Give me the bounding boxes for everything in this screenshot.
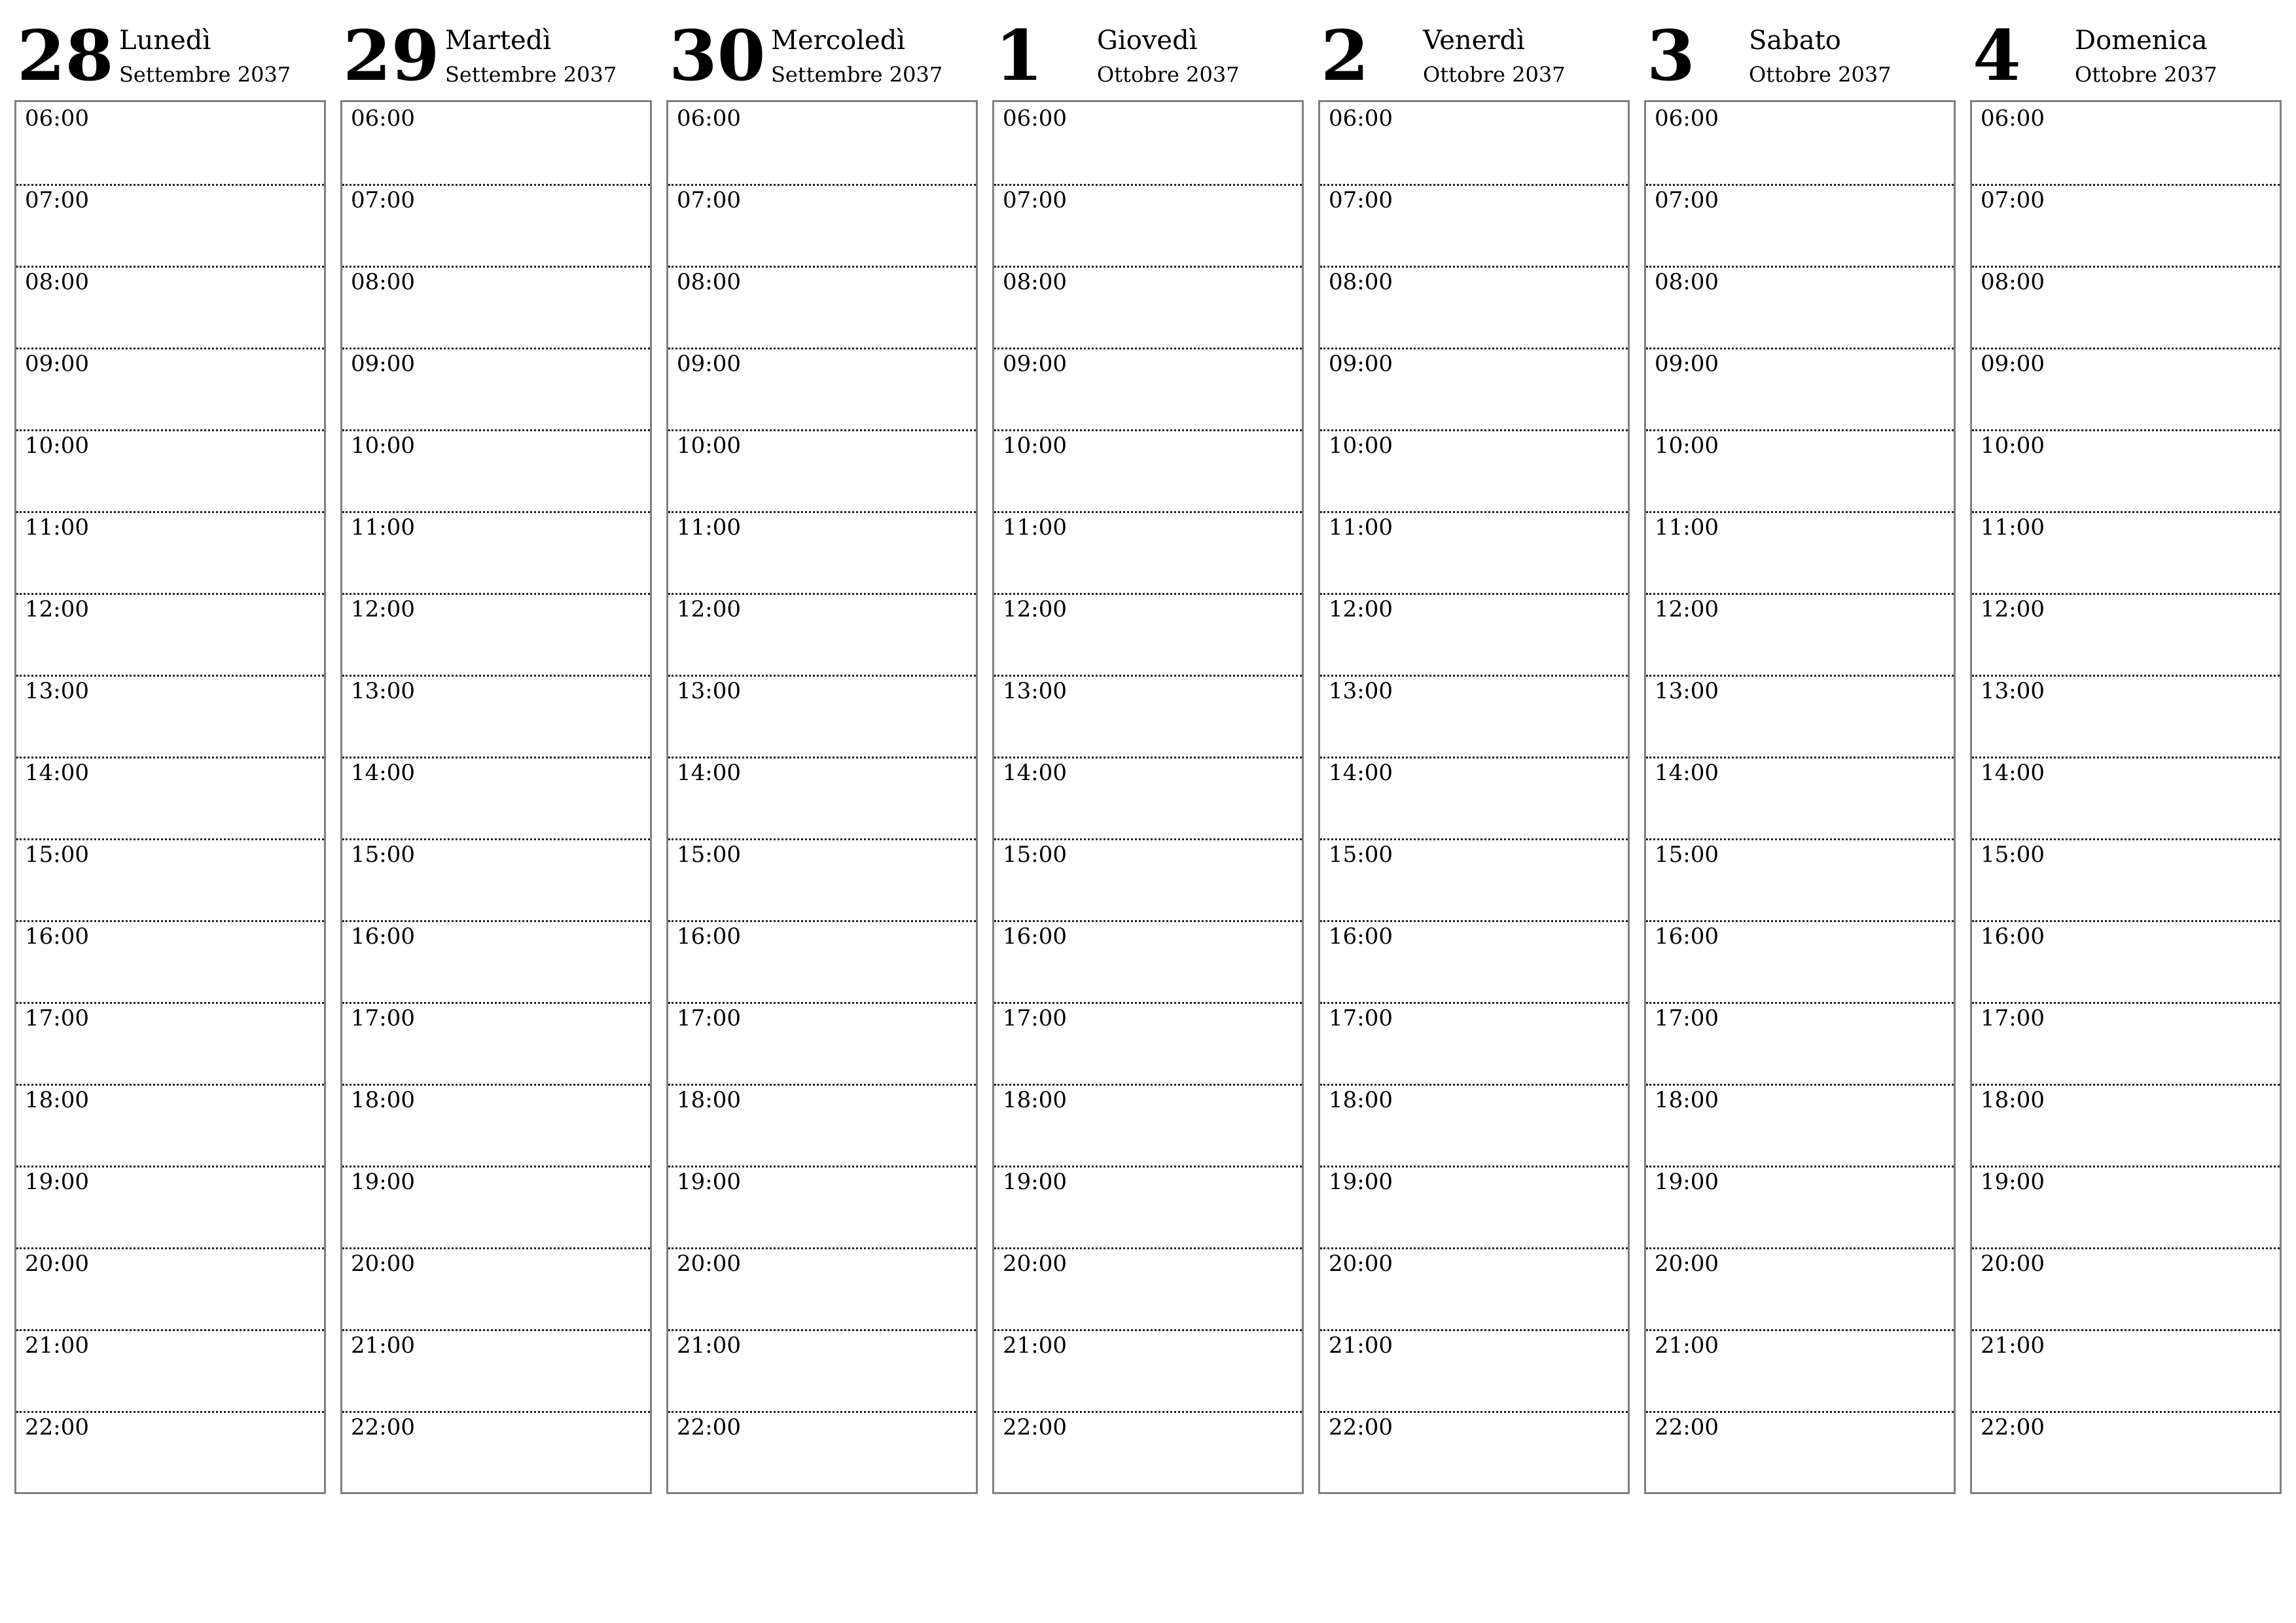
hour-divider	[342, 1084, 650, 1086]
hour-label: 06:00	[1655, 105, 1719, 132]
hour-divider	[1320, 511, 1628, 513]
hour-divider	[342, 1166, 650, 1168]
hour-divider	[16, 1084, 324, 1086]
hour-divider	[668, 838, 976, 840]
hour-label: 15:00	[677, 842, 741, 868]
day-name: Domenica	[2075, 26, 2208, 56]
hour-divider	[1320, 348, 1628, 349]
hour-label: 10:00	[25, 433, 89, 459]
hour-label: 22:00	[351, 1414, 415, 1440]
hour-label: 12:00	[1329, 596, 1393, 622]
hour-label: 11:00	[1655, 514, 1719, 541]
day-header	[992, 0, 1305, 99]
hour-divider	[16, 511, 324, 513]
day-header	[1970, 0, 2283, 99]
hour-label: 16:00	[1329, 923, 1393, 950]
hour-label: 16:00	[25, 923, 89, 950]
hour-divider	[16, 429, 324, 431]
hour-label: 22:00	[1003, 1414, 1067, 1440]
hour-label: 14:00	[1655, 760, 1719, 786]
hour-label: 21:00	[1003, 1332, 1067, 1359]
hour-divider	[668, 184, 976, 186]
hour-divider	[668, 1166, 976, 1168]
hour-label: 07:00	[351, 187, 415, 213]
hour-divider	[994, 184, 1302, 186]
hour-label: 12:00	[1981, 596, 2045, 622]
hour-label: 13:00	[1329, 678, 1393, 704]
hour-label: 10:00	[1655, 433, 1719, 459]
hour-divider	[16, 675, 324, 677]
hour-divider	[1320, 675, 1628, 677]
hour-divider	[1972, 920, 2280, 922]
hour-divider	[1646, 757, 1954, 758]
hour-label: 09:00	[25, 351, 89, 377]
hour-label: 10:00	[677, 433, 741, 459]
hour-label: 06:00	[25, 105, 89, 132]
hour-label: 06:00	[1003, 105, 1067, 132]
hour-divider	[1320, 1084, 1628, 1086]
hour-divider	[342, 757, 650, 758]
hour-divider	[1972, 511, 2280, 513]
hour-label: 12:00	[25, 596, 89, 622]
hour-label: 07:00	[1003, 187, 1067, 213]
hour-label: 11:00	[1003, 514, 1067, 541]
hour-divider	[1972, 593, 2280, 595]
hour-divider	[1972, 1166, 2280, 1168]
hour-label: 15:00	[1655, 842, 1719, 868]
hour-label: 13:00	[25, 678, 89, 704]
hour-label: 08:00	[351, 269, 415, 295]
hour-divider	[994, 429, 1302, 431]
hour-label: 22:00	[677, 1414, 741, 1440]
hour-label: 12:00	[351, 596, 415, 622]
hour-label: 19:00	[677, 1169, 741, 1195]
hour-label: 10:00	[351, 433, 415, 459]
day-number: 4	[1973, 14, 2021, 96]
day-name: Sabato	[1749, 26, 1841, 56]
hour-label: 21:00	[351, 1332, 415, 1359]
hour-divider	[16, 1329, 324, 1331]
hour-divider	[994, 1002, 1302, 1004]
day-header	[666, 0, 979, 99]
hour-divider	[1646, 1002, 1954, 1004]
hour-label: 18:00	[1329, 1087, 1393, 1113]
hour-label: 08:00	[1655, 269, 1719, 295]
hour-divider	[1972, 266, 2280, 268]
hour-divider	[1646, 1411, 1954, 1413]
hour-label: 11:00	[1329, 514, 1393, 541]
hour-divider	[1320, 838, 1628, 840]
day-month-year: Ottobre 2037	[1097, 62, 1240, 87]
hour-divider	[1646, 1166, 1954, 1168]
hour-divider	[668, 920, 976, 922]
hour-divider	[16, 920, 324, 922]
day-column	[992, 0, 1305, 1440]
day-header	[1318, 0, 1631, 99]
hour-label: 16:00	[351, 923, 415, 950]
hour-divider	[994, 1166, 1302, 1168]
day-name: Giovedì	[1097, 26, 1198, 56]
hour-label: 09:00	[351, 351, 415, 377]
hour-divider	[342, 838, 650, 840]
day-schedule-box	[992, 100, 1304, 1494]
hour-divider	[668, 1002, 976, 1004]
hour-label: 18:00	[1003, 1087, 1067, 1113]
hour-divider	[1646, 429, 1954, 431]
hour-divider	[1646, 838, 1954, 840]
hour-label: 09:00	[1655, 351, 1719, 377]
day-name: Lunedì	[119, 26, 211, 56]
hour-label: 16:00	[1981, 923, 2045, 950]
hour-label: 17:00	[1655, 1005, 1719, 1031]
hour-label: 14:00	[25, 760, 89, 786]
hour-label: 19:00	[1329, 1169, 1393, 1195]
hour-label: 15:00	[351, 842, 415, 868]
hour-divider	[1972, 757, 2280, 758]
hour-divider	[16, 757, 324, 758]
hour-divider	[1972, 1002, 2280, 1004]
hour-label: 06:00	[677, 105, 741, 132]
hour-divider	[668, 266, 976, 268]
hour-divider	[994, 348, 1302, 349]
day-header	[1644, 0, 1957, 99]
hour-divider	[1972, 348, 2280, 349]
hour-label: 06:00	[351, 105, 415, 132]
hour-divider	[1320, 266, 1628, 268]
hour-label: 21:00	[677, 1332, 741, 1359]
hour-label: 14:00	[677, 760, 741, 786]
day-number: 30	[669, 14, 766, 96]
hour-divider	[16, 1411, 324, 1413]
hour-label: 13:00	[351, 678, 415, 704]
hour-divider	[1972, 1329, 2280, 1331]
hour-divider	[994, 920, 1302, 922]
day-month-year: Ottobre 2037	[2075, 62, 2217, 87]
hour-label: 19:00	[25, 1169, 89, 1195]
hour-divider	[1320, 1247, 1628, 1249]
hour-divider	[994, 266, 1302, 268]
hour-label: 20:00	[1981, 1251, 2045, 1277]
hour-label: 14:00	[1329, 760, 1393, 786]
hour-divider	[342, 348, 650, 349]
hour-label: 17:00	[1981, 1005, 2045, 1031]
hour-label: 17:00	[25, 1005, 89, 1031]
hour-label: 14:00	[1981, 760, 2045, 786]
hour-label: 10:00	[1981, 433, 2045, 459]
hour-label: 12:00	[677, 596, 741, 622]
hour-label: 09:00	[677, 351, 741, 377]
hour-divider	[994, 838, 1302, 840]
day-number: 1	[995, 14, 1043, 96]
hour-divider	[342, 593, 650, 595]
hour-divider	[342, 1329, 650, 1331]
hour-divider	[1646, 511, 1954, 513]
hour-label: 08:00	[1003, 269, 1067, 295]
hour-label: 06:00	[1329, 105, 1393, 132]
hour-divider	[1646, 920, 1954, 922]
hour-label: 20:00	[1329, 1251, 1393, 1277]
hour-label: 18:00	[677, 1087, 741, 1113]
day-month-year: Ottobre 2037	[1749, 62, 1892, 87]
hour-label: 07:00	[1655, 187, 1719, 213]
hour-label: 13:00	[1003, 678, 1067, 704]
day-column	[1970, 0, 2283, 1440]
hour-divider	[1320, 593, 1628, 595]
hour-divider	[994, 593, 1302, 595]
hour-label: 09:00	[1981, 351, 2045, 377]
hour-divider	[668, 675, 976, 677]
hour-divider	[668, 511, 976, 513]
hour-label: 20:00	[351, 1251, 415, 1277]
hour-label: 14:00	[1003, 760, 1067, 786]
hour-label: 21:00	[1981, 1332, 2045, 1359]
hour-label: 08:00	[25, 269, 89, 295]
hour-label: 18:00	[1981, 1087, 2045, 1113]
hour-divider	[342, 266, 650, 268]
hour-divider	[668, 757, 976, 758]
hour-divider	[16, 1166, 324, 1168]
day-month-year: Settembre 2037	[445, 62, 617, 87]
hour-divider	[1320, 1329, 1628, 1331]
hour-divider	[668, 1411, 976, 1413]
hour-label: 15:00	[25, 842, 89, 868]
hour-label: 13:00	[1655, 678, 1719, 704]
day-month-year: Settembre 2037	[771, 62, 943, 87]
day-schedule-box	[340, 100, 652, 1494]
hour-divider	[16, 184, 324, 186]
hour-divider	[1972, 184, 2280, 186]
day-month-year: Settembre 2037	[119, 62, 291, 87]
hour-label: 21:00	[1329, 1332, 1393, 1359]
hour-label: 21:00	[25, 1332, 89, 1359]
hour-divider	[16, 266, 324, 268]
hour-divider	[1972, 1084, 2280, 1086]
day-schedule-box	[1318, 100, 1630, 1494]
hour-label: 12:00	[1003, 596, 1067, 622]
day-number: 3	[1647, 14, 1695, 96]
hour-divider	[1646, 593, 1954, 595]
hour-divider	[668, 1084, 976, 1086]
day-schedule-box	[1970, 100, 2282, 1494]
hour-label: 11:00	[1981, 514, 2045, 541]
hour-divider	[1972, 675, 2280, 677]
hour-label: 21:00	[1655, 1332, 1719, 1359]
hour-label: 09:00	[1003, 351, 1067, 377]
hour-label: 06:00	[1981, 105, 2045, 132]
hour-divider	[342, 920, 650, 922]
hour-divider	[1972, 429, 2280, 431]
hour-divider	[342, 184, 650, 186]
hour-label: 18:00	[351, 1087, 415, 1113]
hour-label: 12:00	[1655, 596, 1719, 622]
hour-divider	[994, 1084, 1302, 1086]
hour-label: 22:00	[1655, 1414, 1719, 1440]
hour-divider	[342, 675, 650, 677]
day-header	[14, 0, 327, 99]
hour-divider	[994, 1411, 1302, 1413]
hour-divider	[1320, 1002, 1628, 1004]
hour-label: 08:00	[1329, 269, 1393, 295]
hour-label: 18:00	[25, 1087, 89, 1113]
hour-label: 22:00	[1329, 1414, 1393, 1440]
hour-label: 07:00	[1981, 187, 2045, 213]
hour-divider	[1320, 920, 1628, 922]
hour-divider	[1646, 184, 1954, 186]
hour-divider	[994, 1247, 1302, 1249]
day-column	[14, 0, 327, 1440]
hour-label: 14:00	[351, 760, 415, 786]
hour-divider	[1646, 266, 1954, 268]
hour-label: 20:00	[1003, 1251, 1067, 1277]
day-column	[666, 0, 979, 1440]
hour-divider	[1320, 1166, 1628, 1168]
hour-divider	[1972, 1411, 2280, 1413]
hour-divider	[16, 593, 324, 595]
hour-divider	[668, 1247, 976, 1249]
hour-divider	[342, 511, 650, 513]
hour-label: 22:00	[1981, 1414, 2045, 1440]
hour-divider	[994, 675, 1302, 677]
hour-divider	[668, 348, 976, 349]
hour-label: 16:00	[677, 923, 741, 950]
hour-divider	[1972, 1247, 2280, 1249]
hour-divider	[1320, 1411, 1628, 1413]
hour-label: 17:00	[677, 1005, 741, 1031]
hour-divider	[1646, 1084, 1954, 1086]
day-column	[1318, 0, 1631, 1440]
hour-label: 11:00	[677, 514, 741, 541]
hour-label: 17:00	[1003, 1005, 1067, 1031]
day-schedule-box	[14, 100, 326, 1494]
hour-label: 15:00	[1329, 842, 1393, 868]
hour-label: 20:00	[677, 1251, 741, 1277]
hour-label: 07:00	[677, 187, 741, 213]
day-schedule-box	[1644, 100, 1956, 1494]
hour-divider	[1646, 675, 1954, 677]
hour-divider	[994, 757, 1302, 758]
hour-label: 10:00	[1329, 433, 1393, 459]
hour-label: 20:00	[25, 1251, 89, 1277]
hour-label: 20:00	[1655, 1251, 1719, 1277]
hour-divider	[1972, 838, 2280, 840]
hour-divider	[342, 1247, 650, 1249]
hour-label: 08:00	[1981, 269, 2045, 295]
day-number: 2	[1321, 14, 1369, 96]
day-number: 29	[343, 14, 440, 96]
hour-divider	[16, 1002, 324, 1004]
hour-divider	[1320, 429, 1628, 431]
hour-label: 19:00	[1981, 1169, 2045, 1195]
hour-label: 15:00	[1003, 842, 1067, 868]
hour-divider	[1646, 1247, 1954, 1249]
day-column	[340, 0, 653, 1440]
hour-label: 16:00	[1003, 923, 1067, 950]
hour-label: 18:00	[1655, 1087, 1719, 1113]
hour-label: 15:00	[1981, 842, 2045, 868]
hour-divider	[1646, 1329, 1954, 1331]
hour-divider	[16, 348, 324, 349]
hour-divider	[994, 1329, 1302, 1331]
hour-divider	[1646, 348, 1954, 349]
day-month-year: Ottobre 2037	[1423, 62, 1566, 87]
day-column	[1644, 0, 1957, 1440]
hour-label: 07:00	[1329, 187, 1393, 213]
day-name: Venerdì	[1423, 26, 1525, 56]
hour-divider	[342, 1002, 650, 1004]
hour-label: 13:00	[677, 678, 741, 704]
day-header	[340, 0, 653, 99]
hour-divider	[668, 593, 976, 595]
hour-divider	[668, 429, 976, 431]
hour-label: 13:00	[1981, 678, 2045, 704]
hour-label: 17:00	[1329, 1005, 1393, 1031]
hour-label: 09:00	[1329, 351, 1393, 377]
hour-label: 19:00	[351, 1169, 415, 1195]
hour-label: 22:00	[25, 1414, 89, 1440]
hour-label: 07:00	[25, 187, 89, 213]
hour-divider	[342, 429, 650, 431]
day-name: Mercoledì	[771, 26, 906, 56]
hour-divider	[994, 511, 1302, 513]
hour-label: 11:00	[25, 514, 89, 541]
hour-divider	[16, 1247, 324, 1249]
hour-label: 17:00	[351, 1005, 415, 1031]
hour-label: 16:00	[1655, 923, 1719, 950]
hour-divider	[1320, 184, 1628, 186]
day-number: 28	[17, 14, 114, 96]
hour-label: 10:00	[1003, 433, 1067, 459]
hour-label: 11:00	[351, 514, 415, 541]
day-schedule-box	[666, 100, 978, 1494]
hour-divider	[16, 838, 324, 840]
hour-divider	[342, 1411, 650, 1413]
day-name: Martedì	[445, 26, 552, 56]
hour-divider	[1320, 757, 1628, 758]
hour-label: 19:00	[1655, 1169, 1719, 1195]
hour-label: 08:00	[677, 269, 741, 295]
hour-divider	[668, 1329, 976, 1331]
hour-label: 19:00	[1003, 1169, 1067, 1195]
